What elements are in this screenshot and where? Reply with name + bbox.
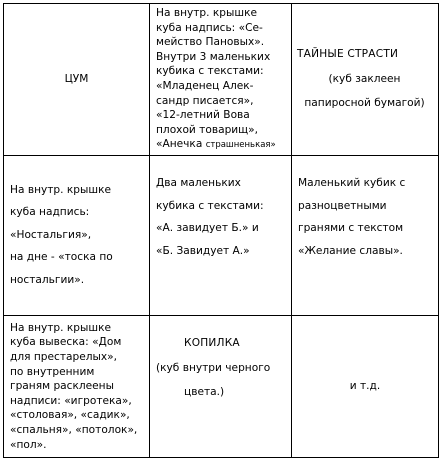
- text-line: куба вывеска: «Дом: [10, 336, 122, 349]
- text-line: гранями с текстом: [298, 222, 404, 235]
- text-line: куба надпись:: [10, 206, 90, 219]
- cell-nursing-home: [4, 316, 150, 458]
- text-line: «Младенец Алек-: [156, 80, 254, 92]
- text-line: «А. завидует Б.» и: [156, 222, 259, 235]
- table-row: [4, 156, 439, 316]
- text-line: кубика с текстами:: [156, 199, 264, 212]
- text-line: надписи: «игротека»,: [10, 394, 132, 407]
- text-line: ностальгии».: [10, 273, 85, 286]
- text-line: Маленький кубик с: [298, 177, 406, 189]
- cell-nostalgia: [4, 156, 150, 316]
- text-line: сандр писается»,: [156, 94, 254, 107]
- text-line: «столовая», «садик»,: [10, 409, 130, 422]
- text-line: Два маленьких: [156, 177, 241, 189]
- text-line: папиросной бумагой): [304, 97, 425, 110]
- text-line: разноцветными: [298, 199, 387, 212]
- text-line: «Б. Завидует А.»: [156, 244, 250, 257]
- table-row: [4, 316, 439, 458]
- text-line: Внутри 3 маленьких: [156, 50, 271, 63]
- text-line: по внутренним: [10, 365, 95, 378]
- text-line: для престарелых»,: [10, 351, 117, 364]
- text-line: на дне - «тоска по: [10, 251, 113, 264]
- text-line: цвета.): [184, 386, 225, 399]
- cell-etc-text: и т.д.: [349, 379, 381, 392]
- cell-tsum: [4, 4, 150, 156]
- table-row: [4, 4, 439, 156]
- content-table: [3, 3, 439, 458]
- cell-desire-for-fame: [292, 156, 439, 316]
- text-line: «спальня», «потолок»,: [10, 423, 138, 436]
- text-line: «Ностальгия»,: [10, 228, 92, 241]
- text-line: «12-летний Вова: [156, 109, 250, 122]
- cell-panov-family: [150, 4, 292, 156]
- text-line: «пол».: [10, 438, 47, 451]
- text-line: кубика с текстами:: [156, 65, 264, 78]
- cell-etc: [292, 316, 439, 458]
- cell-secret-passions: [292, 4, 439, 156]
- text-line: плохой товарищ»,: [156, 123, 259, 136]
- text-line: граням расклеены: [10, 380, 114, 393]
- cell-heading: ТАЙНЫЕ СТРАСТИ: [297, 48, 399, 61]
- text-fragment: «Анечка: [156, 138, 203, 151]
- text-line: «Желание славы».: [298, 244, 403, 257]
- cell-tsum-text: ЦУМ: [64, 72, 89, 85]
- text-line: На внутр. крышке: [156, 7, 257, 20]
- text-line: (куб внутри черного: [156, 361, 271, 374]
- cell-heading: КОПИЛКА: [184, 337, 240, 349]
- text-line: мейство Пановых».: [156, 36, 265, 49]
- text-line: На внутр. крышке: [10, 183, 111, 196]
- text-line: На внутр. крышке: [10, 321, 111, 334]
- cell-envy: [150, 156, 292, 316]
- text-line: куба надпись: «Се-: [156, 21, 263, 34]
- small-text-fragment: страшненькая»: [205, 140, 276, 151]
- cell-piggy-bank: [150, 316, 292, 458]
- text-line: [156, 137, 285, 153]
- text-line: (куб заклеен: [328, 72, 401, 85]
